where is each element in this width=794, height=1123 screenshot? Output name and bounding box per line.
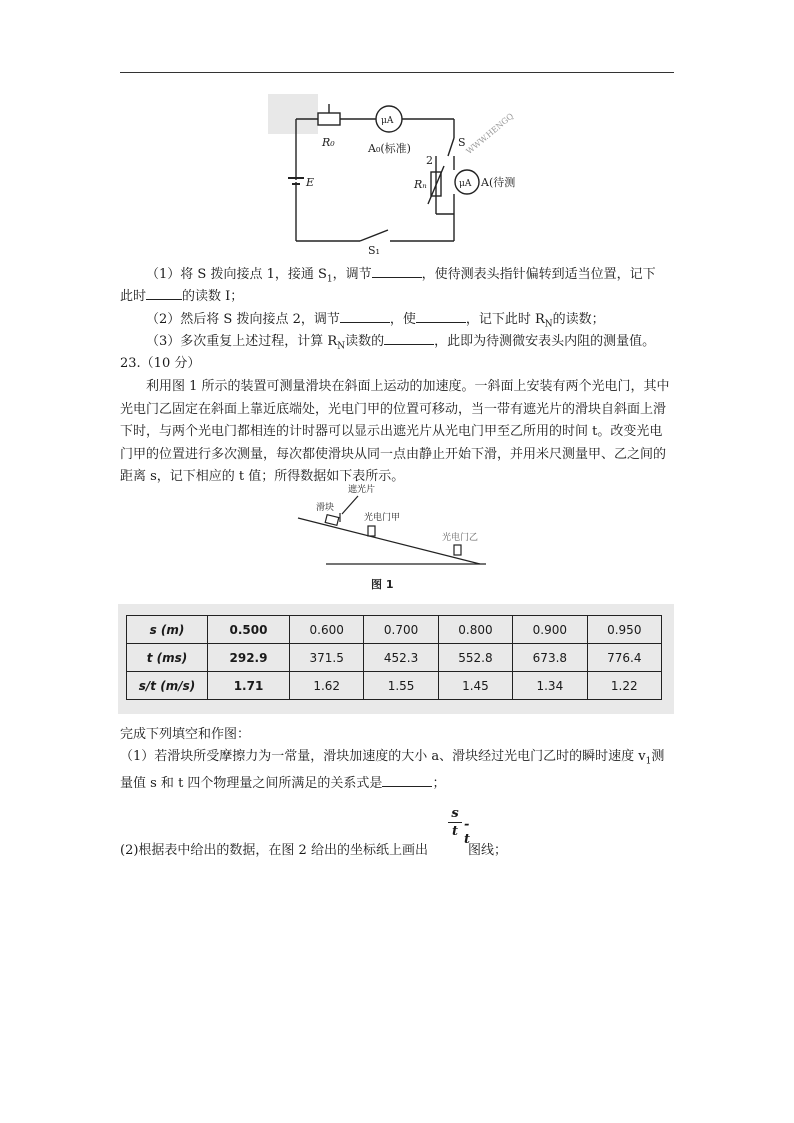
table-cell: 673.8 xyxy=(513,644,587,672)
table-cell: 0.950 xyxy=(587,616,661,644)
point-2-label: 2 xyxy=(426,154,433,167)
table-cell: 0.500 xyxy=(208,616,290,644)
step-2-text-d: 的读数； xyxy=(552,312,605,327)
step-2-text-c: ，记下此时 R xyxy=(465,312,545,327)
question-number: 23.（10 分） xyxy=(120,356,201,371)
blank-1 xyxy=(372,265,422,278)
blank-6 xyxy=(382,774,432,787)
step-1-text-a: （1）将 S 拨向接点 1，接通 S xyxy=(146,267,327,282)
table-row xyxy=(127,672,662,700)
step-2: （2）然后将 S 拨向接点 2，调节 ，使 ，记下此时 $R_N$的读数； xyxy=(146,312,605,330)
step-3-text-b: 读数的 xyxy=(345,334,385,349)
r0-resistor xyxy=(318,113,340,125)
blank-4 xyxy=(416,310,466,323)
circuit-diagram xyxy=(268,94,522,256)
blank-5 xyxy=(384,332,434,345)
a0-label: A₀(标准) xyxy=(368,142,411,155)
task-1: （1）若滑块所受摩擦力为一常量，滑块加速度的大小 a、滑块经过光电门乙时的瞬时速度 $v_1$测量值 s 和 t 四个物理量之间所满足的关系式是 ； xyxy=(120,749,665,792)
table-cell: 552.8 xyxy=(438,644,512,672)
watermark-logo xyxy=(268,94,318,134)
table-row xyxy=(127,616,662,644)
frac-den: t xyxy=(451,824,458,839)
step-1-text-c: ，使待测表头指针偏转到适当位置，记下 xyxy=(421,267,656,282)
task-2-text-a: (2)根据表中给出的数据，在图 2 给出的坐标纸上画出 xyxy=(120,843,428,858)
block-label: 滑块 xyxy=(316,503,335,513)
table-cell: 452.3 xyxy=(364,644,438,672)
slider-block xyxy=(325,515,339,526)
table-cell: 1.34 xyxy=(513,672,587,700)
s1-label: S₁ xyxy=(368,244,380,256)
step-1-text-d: 此时 xyxy=(120,289,147,304)
tasks-intro: 完成下列填空和作图： xyxy=(120,727,251,742)
row-header: s (m) xyxy=(127,616,208,644)
table-cell: 0.700 xyxy=(364,616,438,644)
s-over-t-fraction xyxy=(448,806,471,847)
e-label: E xyxy=(306,176,315,189)
task-1-text-b: 测量值 s 和 t 四个物理量之间所满足的关系式是 xyxy=(120,749,665,792)
table-cell: 0.600 xyxy=(289,616,363,644)
table-cell: 1.62 xyxy=(289,672,363,700)
step-3: （3）多次重复上述过程，计算 $R_N$读数的 ，此即为待测微安表头内阻的测量值。 xyxy=(146,334,656,352)
step-1-text-e: 的读数 I； xyxy=(182,289,244,304)
step-3-text-a: （3）多次重复上述过程，计算 R xyxy=(146,334,338,349)
blank-3 xyxy=(340,310,390,323)
table-cell: 1.22 xyxy=(587,672,661,700)
r0-label: R₀ xyxy=(322,136,335,149)
frac-tail: -t xyxy=(464,817,471,847)
task-2 xyxy=(120,840,674,863)
frac-bar xyxy=(448,822,462,823)
a0-meter-label: μA xyxy=(381,116,394,126)
gate-b-label: 光电门乙 xyxy=(442,533,479,543)
figure1-caption: 图 1 xyxy=(371,578,394,591)
header-rule xyxy=(120,72,674,73)
row-header: t (ms) xyxy=(127,644,208,672)
table-cell: 371.5 xyxy=(289,644,363,672)
step-2-text-b: ，使 xyxy=(389,312,416,327)
table-cell: 292.9 xyxy=(208,644,290,672)
step-1-text-b: ，调节 xyxy=(332,267,372,282)
table-cell: 776.4 xyxy=(587,644,661,672)
task-1-text-a: （1）若滑块所受摩擦力为一常量，滑块加速度的大小 a、滑块经过光电门乙时的瞬时速度 v xyxy=(120,749,646,764)
data-table xyxy=(126,615,662,700)
a-meter-label: μA xyxy=(459,179,472,189)
step-3-text-c: ，此即为待测微安表头内阻的测量值。 xyxy=(434,334,656,349)
shade-label: 遮光片 xyxy=(348,485,376,495)
table-cell: 1.55 xyxy=(364,672,438,700)
watermark-text: WWW.HENGQ xyxy=(464,111,516,157)
gate-b-shape xyxy=(454,545,461,555)
task-1-text-c: ； xyxy=(432,776,446,792)
rn-label: Rₙ xyxy=(414,178,427,191)
step-2-text-a: （2）然后将 S 拨向接点 2，调节 xyxy=(146,312,340,327)
a-label: A(待测 xyxy=(481,176,516,189)
step-1: （1）将 S 拨向接点 1，接通 $S_1$，调节 ，使待测表头指针偏转到适当位置，记下 xyxy=(146,267,656,285)
incline-figure xyxy=(296,478,496,598)
step-1-cont xyxy=(120,286,674,309)
blank-2 xyxy=(146,287,182,300)
table-cell: 1.71 xyxy=(208,672,290,700)
task-2-text-b: 图线； xyxy=(467,843,507,858)
s-label: S xyxy=(458,136,466,149)
table-row xyxy=(127,644,662,672)
question-body: 利用图 1 所示的装置可测量滑块在斜面上运动的加速度。一斜面上安装有两个光电门，其中光电门乙固定在斜面上靠近底端处，光电门甲的位置可移动，当一带有遮光片的滑块自斜面上滑下时，与两个光电门都相连的计时器可以显示出遮光片从光电门甲至乙所用的时间 t。改变光电门甲的位置进行多次测量，每次都使滑块从同一点由静止开始下滑，并用米尺测量甲、乙之间的距离 s，记下相应的 t 值；所得数据如下表所示。 xyxy=(120,379,670,484)
table-cell: 0.900 xyxy=(513,616,587,644)
frac-num: s xyxy=(451,806,459,821)
row-header: s/t (m/s) xyxy=(127,672,208,700)
gate-a-shape xyxy=(368,526,375,536)
gate-a-label: 光电门甲 xyxy=(364,513,401,523)
table-cell: 0.800 xyxy=(438,616,512,644)
table-cell: 1.45 xyxy=(438,672,512,700)
